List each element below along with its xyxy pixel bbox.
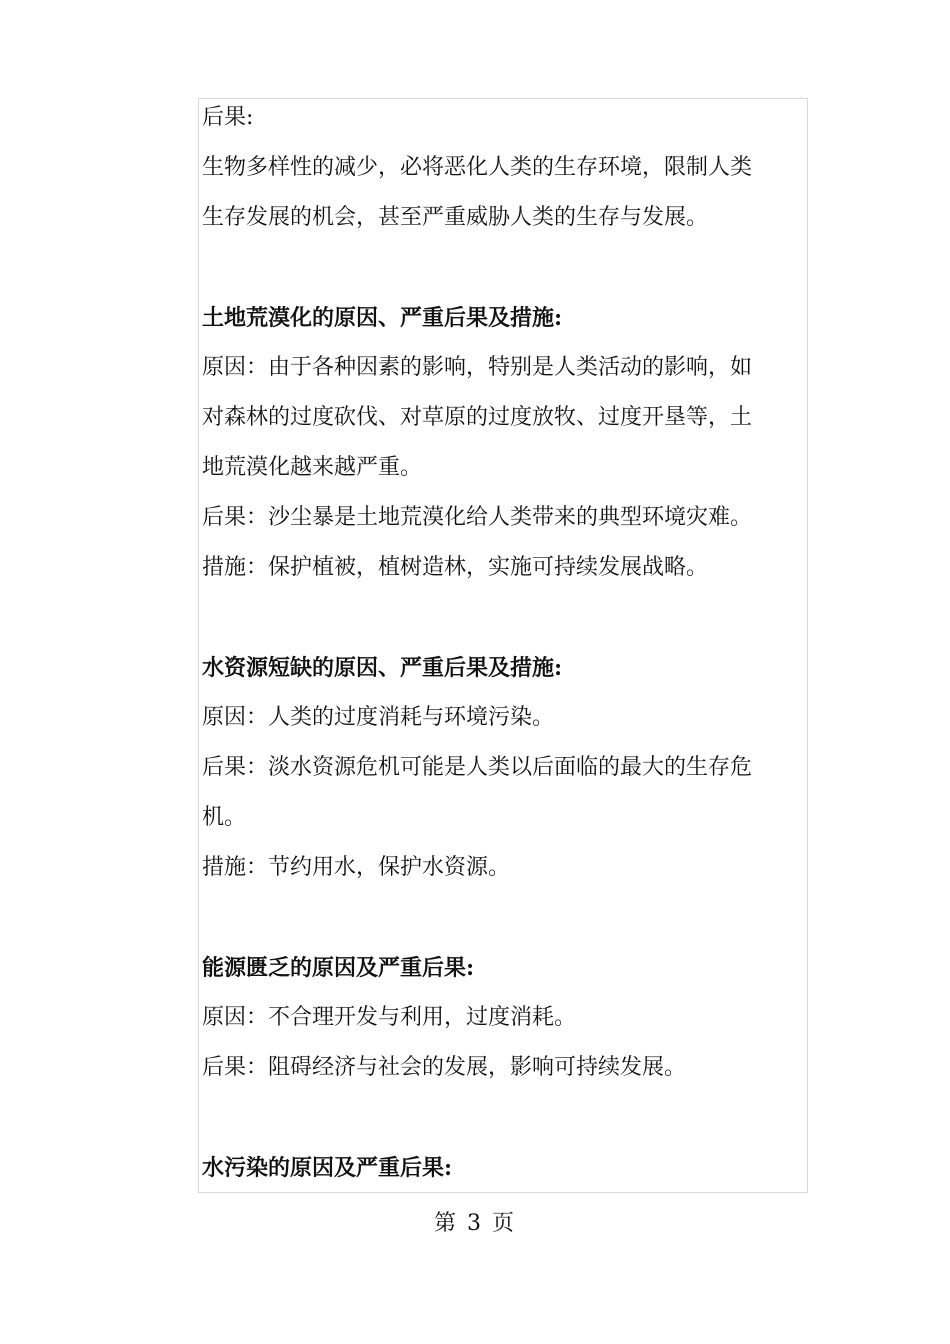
spacer (202, 593, 804, 643)
consequence-line-2: 机。 (202, 805, 247, 830)
page-number: 第 3 页 (434, 1211, 516, 1236)
section-water-shortage (202, 643, 804, 893)
section-water-pollution (202, 1143, 804, 1193)
cause-line-2: 对森林的过度砍伐、对草原的过度放牧、过度开垦等，土 (202, 405, 753, 430)
measure-line: 措施：保护植被，植树造林，实施可持续发展战略。 (202, 555, 709, 580)
section-energy-shortage (202, 943, 804, 1093)
document-body (202, 93, 804, 1193)
cause-line: 原因：不合理开发与利用，过度消耗。 (202, 1005, 577, 1030)
spacer (202, 243, 804, 293)
section-biodiversity (202, 93, 804, 243)
measure-line: 措施：节约用水，保护水资源。 (202, 855, 511, 880)
section-heading: 能源匮乏的原因及严重后果: (202, 955, 475, 981)
spacer (202, 1093, 804, 1143)
consequence-line-1: 后果：淡水资源危机可能是人类以后面临的最大的生存危 (202, 755, 753, 780)
consequence-line: 后果：阻碍经济与社会的发展，影响可持续发展。 (202, 1055, 687, 1080)
section-heading: 水污染的原因及严重后果: (202, 1155, 453, 1181)
cause-line: 原因：人类的过度消耗与环境污染。 (202, 705, 555, 730)
cause-line-1: 原因：由于各种因素的影响，特别是人类活动的影响，如 (202, 355, 753, 380)
cause-line-3: 地荒漠化越来越严重。 (202, 455, 423, 480)
consequence-text-line-2: 生存发展的机会，甚至严重威胁人类的生存与发展。 (202, 205, 709, 230)
consequence-text-line-1: 生物多样性的减少，必将恶化人类的生存环境，限制人类 (202, 155, 753, 180)
section-desertification (202, 293, 804, 593)
section-heading: 土地荒漠化的原因、严重后果及措施: (202, 305, 563, 331)
consequence-label: 后果: (202, 105, 254, 130)
section-heading: 水资源短缺的原因、严重后果及措施: (202, 655, 563, 681)
spacer (202, 893, 804, 943)
consequence-line: 后果：沙尘暴是土地荒漠化给人类带来的典型环境灾难。 (202, 505, 753, 530)
